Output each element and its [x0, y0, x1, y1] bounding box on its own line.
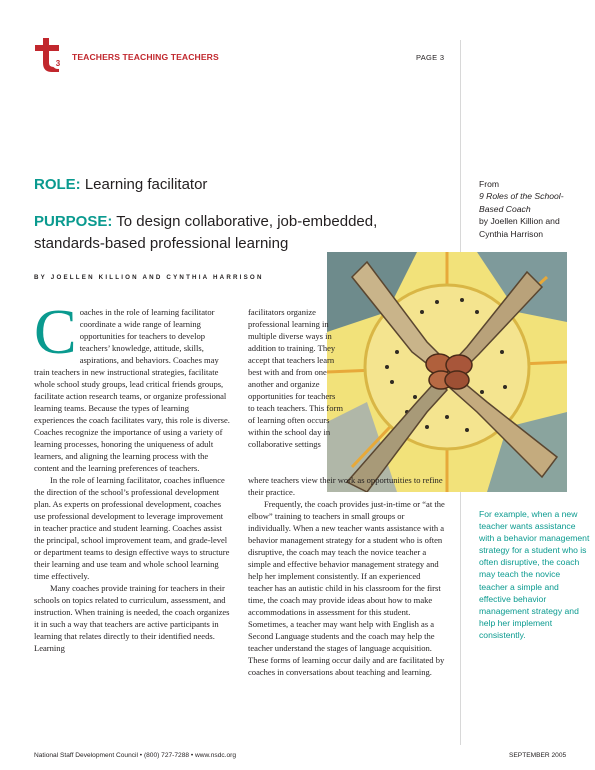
hands-sun-illustration — [327, 252, 567, 492]
paragraph-1 — [34, 296, 231, 474]
footer-contact: National Staff Development Council • (800) 727-7288 • www.nsdc.org — [34, 752, 237, 759]
paragraph-1-text: oaches in the role of learning facilitator coordinate a wide range of learning opportunities for teachers to develop teachers’ knowledge, attitude, skills, aspirations, and behaviors. Coaches may train teachers in new instructional strategies, facilitate whole school study groups, lead critical friends groups, facilitate action research teams, or organize professional learning teams. Because the types of learning experiences the coach facilitates vary, this role is diverse. Coaches recognize the importance of using a variety of learning processes, honoring the uniqueness of adult learners, and aligning the learning process with the content and the learning preferences of teachers. — [34, 307, 230, 473]
source-title: 9 Roles of the School-Based Coach — [479, 191, 564, 214]
paragraph-2: In the role of learning facilitator, coaches influence the direction of the school’s professional development plan. As experts on professional development, coaches use professional development to leverage improvement in teacher practice and student learning. Coaches assist the principal, school improvement team, and grade-level or department teams to design effective ways to structure their learning and use team and whole school learning time effectively. — [34, 475, 230, 581]
role-heading — [34, 176, 207, 193]
pull-quote: For example, when a new teacher wants assistance with a behavior management strategy for a student who is often disruptive, the coach may teach the novice teacher a simple and effective behavior management strategy and help her implement consistently. — [479, 509, 590, 640]
paragraph-4: Frequently, the coach provides just-in-time or “at the elbow” training to teachers in small groups or individually. When a new teacher wants assistance with a behavior management strategy for a student who is often disruptive, the coach may teach the novice teacher a simple and effective behavior management strategy and help her implement consistently. If an experienced teacher has an autistic child in his classroom for the first time, the coach may provide ideas about how to make accommodations in assessment for this student. Sometimes, a teacher may want help with English as a Second Language students and the coach may help the teacher understand the stages of language acquisition. These forms of learning occur daily and are facilitated by coaches in conversations about teaching and learning. — [248, 499, 445, 677]
paragraph-3-continued: facilitators organize professional learning in multiple diverse ways in addition to training. They accept that teachers learn best with and from one another and organize opportunities for teachers to teach teachers. This form of learning often occurs within the school day in collaborative settings — [248, 307, 344, 449]
role-text: Learning facilitator — [84, 176, 208, 193]
source-from: From — [479, 179, 500, 189]
paragraph-3-start: Many coaches provide training for teachers in their schools on topics related to curriculum, assessment, and instruction. When training is needed, the coach organizes it in such a way that teachers are active participants in learning that relates directly to their identified needs. Learning — [34, 583, 230, 653]
source-authors: by Joellen Killion and Cynthia Harrison — [479, 216, 560, 239]
drop-cap: C — [34, 296, 77, 367]
purpose-text: To design collaborative, job-embedded, standards-based professional learning — [34, 213, 378, 252]
paragraph-3-end: where teachers view their work as opportunities to refine their practice. — [248, 475, 443, 497]
page-number: PAGE 3 — [416, 53, 445, 62]
role-label: ROLE: — [34, 176, 81, 193]
purpose-heading — [34, 211, 414, 255]
body-column-1 — [34, 296, 231, 654]
byline: BY JOELLEN KILLION AND CYNTHIA HARRISON — [34, 274, 264, 281]
purpose-label: PURPOSE: — [34, 213, 113, 230]
body-column-2-wide — [248, 474, 446, 678]
ttt-logo-icon — [33, 36, 67, 72]
source-note — [479, 178, 579, 240]
footer-date: SEPTEMBER 2005 — [509, 752, 567, 759]
body-column-2-narrow — [248, 306, 344, 450]
logo-number: 3 — [55, 59, 61, 68]
newsletter-title: TEACHERS TEACHING TEACHERS — [72, 52, 219, 62]
